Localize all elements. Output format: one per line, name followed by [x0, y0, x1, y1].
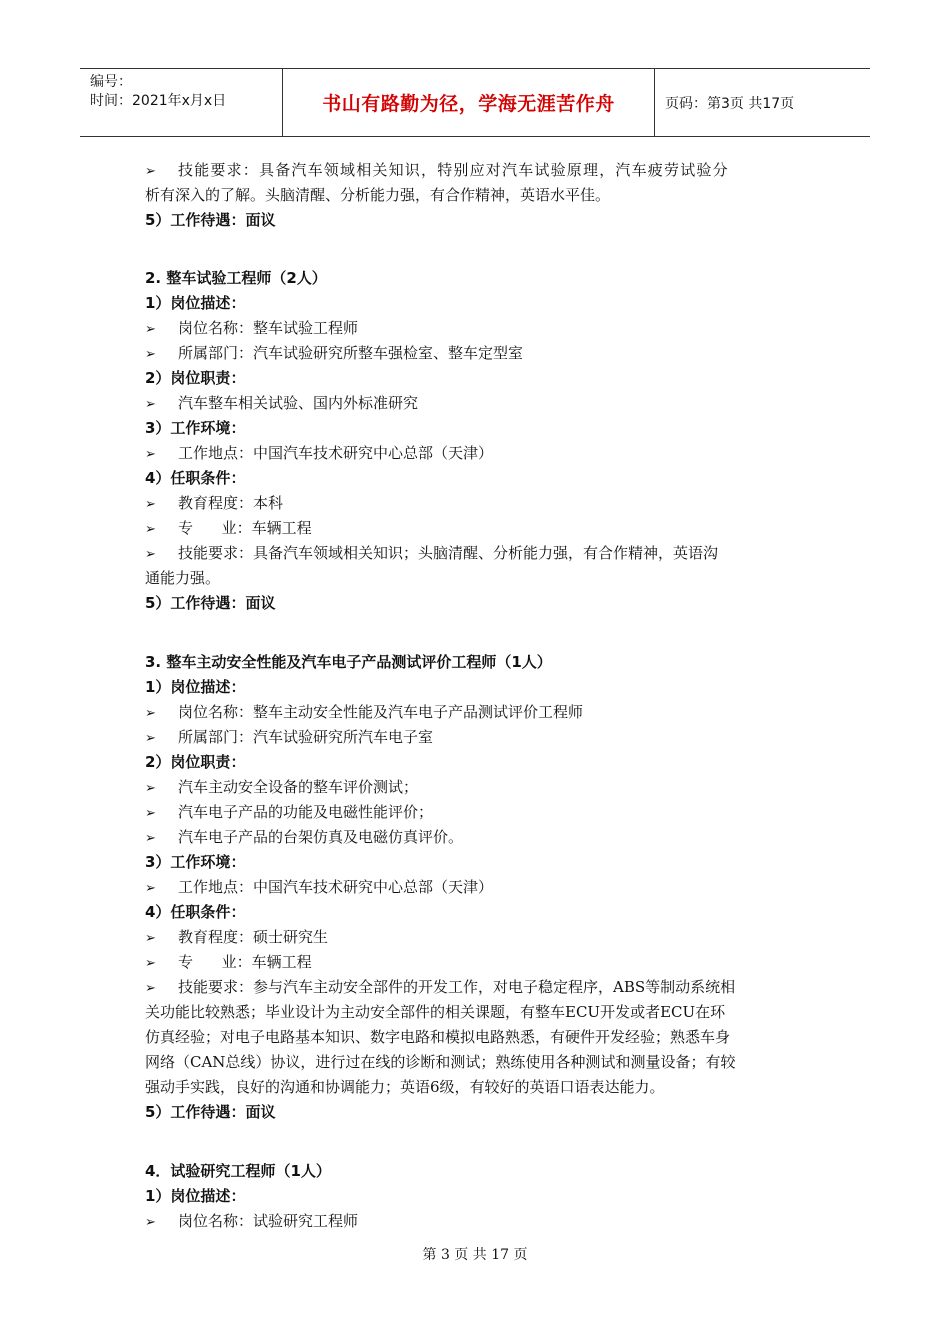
list-item: ➢ 教育程度：本科 [145, 491, 813, 516]
arrow-bullet-icon: ➢ [145, 522, 156, 537]
arrow-bullet-icon: ➢ [145, 706, 156, 721]
subheading-pay: 5）工作待遇：面议 [145, 211, 276, 229]
subheading: 3）工作环境： [145, 853, 246, 871]
document-number-label: 编号： [90, 74, 132, 90]
list-item: ➢ 工作地点：中国汽车技术研究中心总部（天津） [145, 875, 813, 900]
arrow-bullet-icon: ➢ [145, 956, 156, 971]
subheading: 3）工作环境： [145, 419, 246, 437]
list-item: ➢ 技能要求：参与汽车主动安全部件的开发工作，对电子稳定程序，ABS等制动系统相 [145, 975, 813, 1000]
list-item: ➢ 工作地点：中国汽车技术研究中心总部（天津） [145, 441, 813, 466]
header-meta [80, 69, 282, 136]
arrow-bullet-icon: ➢ [145, 322, 156, 337]
paragraph-continuation: 通能力强。 [145, 569, 221, 587]
subheading: 1）岗位描述： [145, 1187, 246, 1205]
list-item: ➢ 汽车整车相关试验、国内外标准研究 [145, 391, 813, 416]
arrow-bullet-icon: ➢ [145, 881, 156, 896]
subheading-pay: 5）工作待遇：面议 [145, 594, 276, 612]
list-item: ➢ 岗位名称：整车主动安全性能及汽车电子产品测试评价工程师 [145, 700, 813, 725]
list-item: ➢ 技能要求：具备汽车领域相关知识，特别应对汽车试验原理，汽车疲劳试验分 [145, 158, 813, 183]
section-title: 4．试验研究工程师（1人） [145, 1162, 331, 1180]
list-item: ➢ 技能要求：具备汽车领域相关知识；头脑清醒、分析能力强，有合作精神，英语沟 [145, 541, 813, 566]
subheading: 4）任职条件： [145, 903, 246, 921]
subheading: 2）岗位职责： [145, 369, 246, 387]
arrow-bullet-icon: ➢ [145, 397, 156, 412]
subheading-pay: 5）工作待遇：面议 [145, 1103, 276, 1121]
header-page-number: 页码：第3页 共17页 [665, 95, 795, 112]
subheading: 4）任职条件： [145, 469, 246, 487]
arrow-bullet-icon: ➢ [145, 781, 156, 796]
paragraph-continuation: 析有深入的了解。头脑清醒、分析能力强，有合作精神，英语水平佳。 [145, 186, 611, 204]
paragraph-continuation: 仿真经验；对电子电路基本知识、数字电路和模拟电路熟悉，有硬件开发经验；熟悉车身 [145, 1028, 731, 1046]
page-footer: 第 3 页 共 17 页 [422, 1247, 528, 1263]
list-item: ➢ 所属部门：汽车试验研究所整车强检室、整车定型室 [145, 341, 813, 366]
document-date-label: 时间：2021年x月x日 [90, 93, 227, 109]
arrow-bullet-icon: ➢ [145, 164, 158, 179]
list-item: ➢ 汽车电子产品的台架仿真及电磁仿真评价。 [145, 825, 813, 850]
arrow-bullet-icon: ➢ [145, 347, 156, 362]
subheading: 1）岗位描述： [145, 294, 246, 312]
arrow-bullet-icon: ➢ [145, 831, 156, 846]
arrow-bullet-icon: ➢ [145, 1215, 156, 1230]
arrow-bullet-icon: ➢ [145, 931, 156, 946]
list-item: ➢ 汽车电子产品的功能及电磁性能评价； [145, 800, 813, 825]
arrow-bullet-icon: ➢ [145, 447, 156, 462]
page-header [80, 68, 870, 137]
arrow-bullet-icon: ➢ [145, 731, 156, 746]
list-item: ➢ 专 业：车辆工程 [145, 950, 813, 975]
arrow-bullet-icon: ➢ [145, 806, 156, 821]
list-item: ➢ 教育程度：硕士研究生 [145, 925, 813, 950]
header-motto: 书山有路勤为径，学海无涯苦作舟 [282, 69, 655, 136]
subheading: 1）岗位描述： [145, 678, 246, 696]
list-item: ➢ 汽车主动安全设备的整车评价测试； [145, 775, 813, 800]
paragraph-continuation: 网络（CAN总线）协议，进行过在线的诊断和测试；熟练使用各种测试和测量设备；有较 [145, 1053, 736, 1071]
arrow-bullet-icon: ➢ [145, 497, 156, 512]
section-title: 3. 整车主动安全性能及汽车电子产品测试评价工程师（1人） [145, 653, 552, 671]
paragraph-continuation: 强动手实践，良好的沟通和协调能力；英语6级，有较好的英语口语表达能力。 [145, 1078, 665, 1096]
list-item: ➢ 岗位名称：试验研究工程师 [145, 1209, 813, 1234]
list-item: ➢ 岗位名称：整车试验工程师 [145, 316, 813, 341]
subheading: 2）岗位职责： [145, 753, 246, 771]
arrow-bullet-icon: ➢ [145, 547, 156, 562]
arrow-bullet-icon: ➢ [145, 981, 156, 996]
list-item: ➢ 所属部门：汽车试验研究所汽车电子室 [145, 725, 813, 750]
paragraph-continuation: 关功能比较熟悉；毕业设计为主动安全部件的相关课题，有整车ECU开发或者ECU在环 [145, 1003, 726, 1021]
section-title: 2. 整车试验工程师（2人） [145, 269, 327, 287]
list-item: ➢ 专 业：车辆工程 [145, 516, 813, 541]
document-body [145, 158, 813, 1234]
